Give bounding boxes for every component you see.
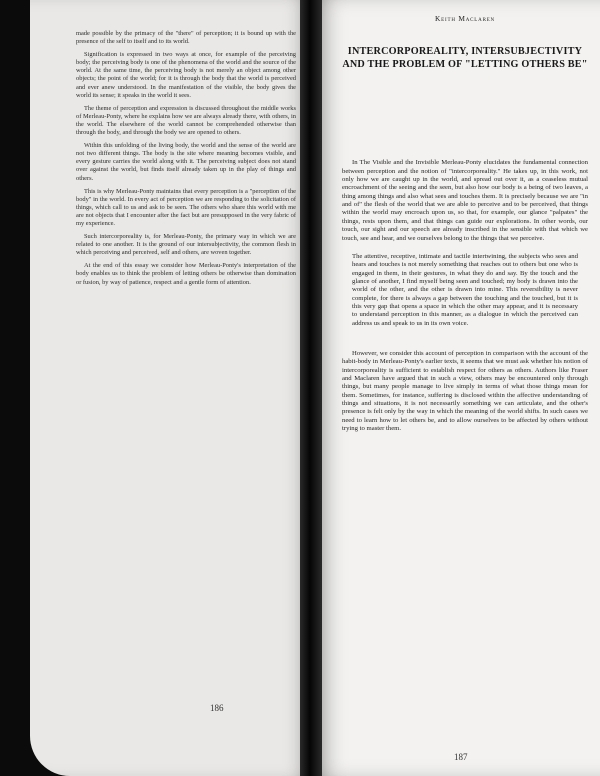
indented-paragraph: The attentive, receptive, intimate and tactile intertwining, the subjects who sees and hears and touches is not merely something that reaches out to others but one who is engaged in them, in their gestures, in what they do and say. By the touch and the glance of another, I find myself being seen and touched; my body is drawn into the world of the other, and the other is drawn into mine. This reversibility is never complete, for there is always a gap between the touching and the touched, but it is this very gap that opens a space in which the other may appear, and it is necessary to understand perception in this manner, as a dialogue in which the perceived can address us and speak to us in its own voice.: [352, 252, 578, 327]
right-page-text-column: [342, 14, 588, 441]
page-number-right: 187: [454, 752, 468, 762]
body-paragraph: In The Visible and the Invisible Merleau-Ponty elucidates the fundamental connection between perception and the notion of "intercorporeality." He takes up, in this work, not only how we are caught up in the world, and spread out over it, as a ceaseless mutual encroachment of the seeing and the seen, but also how our body is a being of two leaves, a thing among things and also what sees and touches them. It is precisely because we are "in and of" the flesh of the world that we are able to perceive and to be perceived, that things within the world may encroach upon us, so that, for example, our glance "palpates" the things, rests upon them, and that things can guide our explorations. In other words, our touch, our sight and our speech are already inscribed in the sensible with that which we touch, see and hear, and we ourselves belong to the things that we perceive.: [342, 159, 588, 242]
body-paragraph: Signification is expressed in two ways at once, for example of the perceiving body; the perceiving body is one of the phenomena of the world and the source of the world. At the same time, the perceiving body is not merely an object among other objects; the point of the world; for it is through the body that the world is perceived and ever anew understood. In the manifestation of the visible, the body gives the world its sense; it speaks in the world it sees.: [76, 51, 296, 99]
running-head: Keith Maclaren: [435, 14, 495, 23]
body-paragraph: This is why Merleau-Ponty maintains that every perception is a "perception of the body" in the world. In every act of perception we are responding to the solicitation of things, which call to us and ask to be seen. The others who share this world with me are not objects that I encounter after the fact but are presupposed in the very fabric of my experience.: [76, 187, 296, 227]
title-line: AND THE PROBLEM OF "LETTING OTHERS BE": [342, 59, 588, 71]
body-paragraph: The theme of perception and expression is discussed throughout the middle works of Merleau-Ponty, where he explains how we are always already there, with others, in the world. The elsewhere of the world cannot be comprehended otherwise than through the body, and through the body we are opened to others.: [76, 104, 296, 137]
body-paragraph: made possible by the primacy of the "there" of perception; it is bound up with the presence of the self to itself and to its world.: [76, 30, 296, 46]
body-paragraph: Such intercorporeality is, for Merleau-Ponty, the primary way in which we are related to one another. It is the ground of our intersubjectivity, the common flesh in which perceiving and perceived, self and others, are woven together.: [76, 233, 296, 257]
book-gutter: [300, 0, 322, 776]
title-line: INTERCORPOREALITY, INTERSUBJECTIVITY: [347, 46, 583, 57]
right-book-page: [312, 0, 600, 776]
body-paragraph: However, we consider this account of perception in comparison with the account of the habit-body in Merleau-Ponty's earlier texts, it seems that we must ask whether his notion of intercorporeality is sufficient to establish respect for others as others. Authors like Fraser and Maclaren have argued that in such a view, others may be encountered only through things, but many people manage to live simply in terms of what those things mean for them. Sometimes, for instance, suffering is disclosed within the affective understanding of things and situations, it is not necessarily something we can articulate, and the other's presence is felt only by the way in which the meaning of the world shifts. In such cases we need to learn how to let others be, and to allow ourselves to be affected by others without trying to master them.: [342, 349, 588, 433]
page-number-left: 186: [210, 703, 224, 713]
article-title: [342, 45, 588, 71]
left-book-page: [30, 0, 312, 776]
body-paragraph: At the end of this essay we consider how Merleau-Ponty's interpretation of the body enables us to think the problem of letting others be otherwise than domination or fusion, by way of patience, respect and a gentle form of attention.: [76, 262, 296, 286]
left-page-text-column: [76, 30, 296, 292]
body-paragraph: Within this unfolding of the living body, the world and the sense of the world are not two different things. The body is the site where meaning becomes visible, and every gesture carries the world along with it. The perceiving subject does not stand over against the world, but finds itself already taken up in the play of things and others.: [76, 142, 296, 182]
